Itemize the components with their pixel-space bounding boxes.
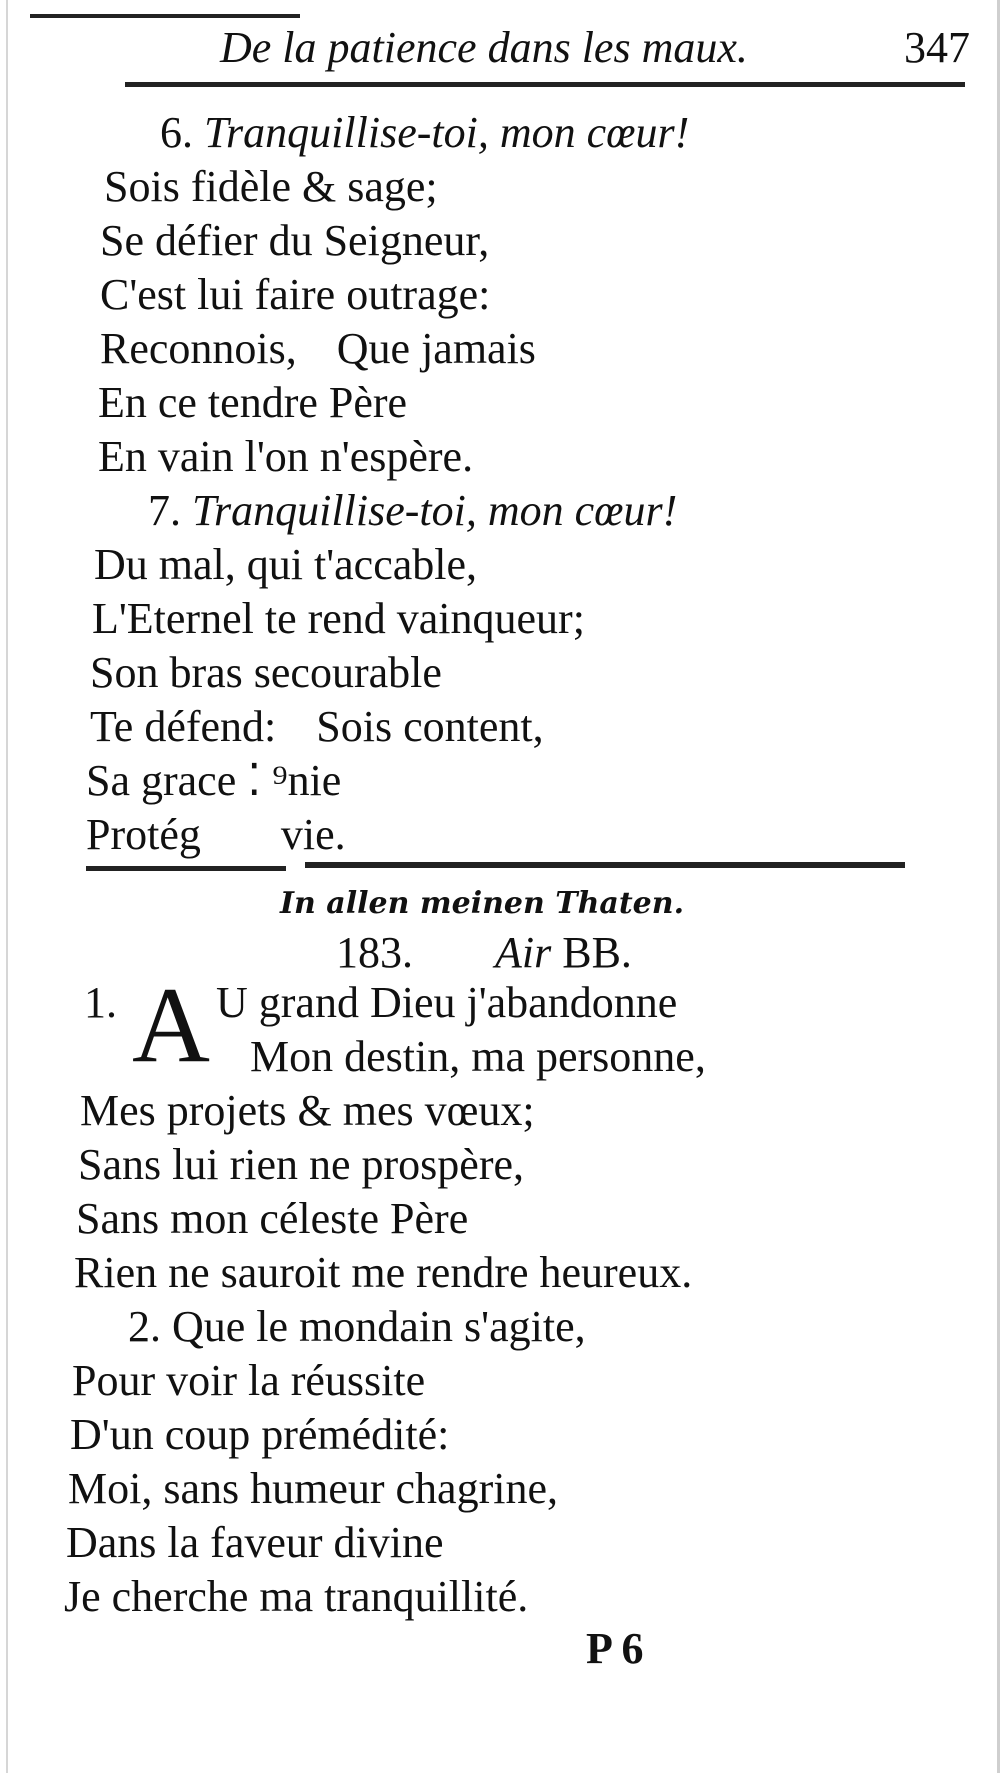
verse-half: Que jamais [336, 324, 536, 373]
verse-line: Sans mon céleste Père [76, 1194, 469, 1243]
verse-line: Sois fidèle & sage; [104, 162, 438, 211]
stanza-7-refrain-line [148, 484, 677, 538]
verse-line: Son bras secourable [90, 648, 442, 697]
verse-line: En vain l'on n'espère. [98, 432, 474, 481]
verse-line: Mes projets & mes vœux; [80, 1086, 535, 1135]
verse-line: Sa grace ⁚ ⁹nie [86, 756, 342, 805]
verse-line: D'un coup prémédité: [70, 1410, 450, 1459]
verse-number: 1. [84, 978, 117, 1027]
catchword: P 6 [586, 1624, 644, 1673]
header-title: De la patience dans les maux. [220, 23, 748, 72]
verse-line-damaged [86, 808, 346, 862]
verse-line: Rien ne sauroit me rendre heureux. [74, 1248, 693, 1297]
verse-half: Reconnois, [100, 324, 297, 373]
section-divider-right [305, 862, 905, 868]
refrain: Tranquillise-toi, mon cœur! [204, 108, 690, 157]
air-label: Air [495, 928, 552, 977]
verse-line: Dans la faveur divine [66, 1518, 444, 1567]
verse-line: Mon destin, ma personne, [250, 1032, 706, 1081]
stanza-number: 7. [148, 486, 181, 535]
verse-line: Sans lui rien ne prospère, [78, 1140, 524, 1189]
header-rule [125, 82, 965, 87]
verse-line: Du mal, qui t'accable, [94, 540, 478, 589]
verse-half: Sois content, [316, 702, 544, 751]
verse-line: C'est lui faire outrage: [100, 270, 491, 319]
verse-line: 2. Que le mondain s'agite, [128, 1302, 586, 1351]
page-number: 347 [904, 23, 970, 72]
verse-line: U grand Dieu j'abandonne [216, 978, 678, 1027]
section-divider-left [86, 866, 286, 871]
hymn-heading [336, 926, 632, 980]
stanza-6-refrain-line [160, 106, 689, 160]
verse-fragment: Protég [86, 810, 201, 859]
verse-line: Moi, sans humeur chagrine, [68, 1464, 558, 1513]
verse-line-split [100, 322, 536, 376]
running-header [220, 18, 970, 78]
melody-title: In allen meinen Thaten. [280, 886, 685, 921]
air-code: BB. [562, 928, 632, 977]
verse-line: L'Eternel te rend vainqueur; [92, 594, 585, 643]
page-edge-left [6, 0, 8, 1773]
verse-line: Pour voir la réussite [72, 1356, 426, 1405]
verse-fragment: vie. [280, 810, 346, 859]
verse-line: Je cherche ma tranquillité. [64, 1572, 529, 1621]
verse-half: Te défend: [90, 702, 277, 751]
verse-line: En ce tendre Père [98, 378, 408, 427]
hymn-number: 183. [336, 928, 413, 977]
refrain: Tranquillise-toi, mon cœur! [192, 486, 678, 535]
verse-line-split [90, 700, 544, 754]
drop-cap: A [132, 966, 210, 1085]
verse-line: Se défier du Seigneur, [100, 216, 490, 265]
stanza-number: 6. [160, 108, 193, 157]
